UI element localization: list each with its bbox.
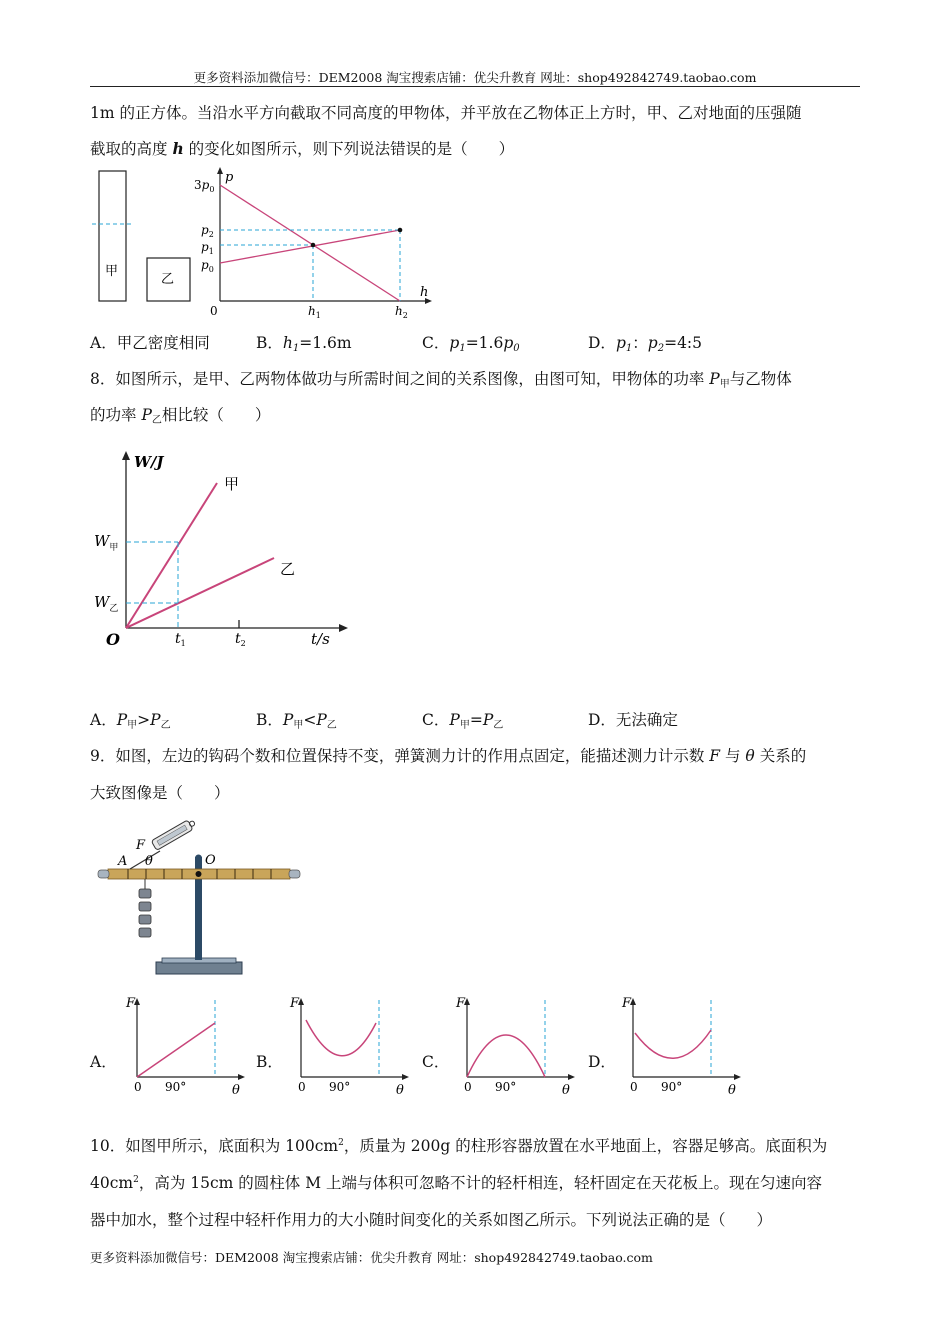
q8-line-1-sub: 甲 [719,379,730,390]
q7-c-sub2: 0 [513,343,520,354]
q9-option-c-label: C． [422,1053,450,1071]
q9-line-1 [90,744,806,766]
q9-graph-d [618,995,748,1098]
q7-d-var: p [615,334,626,352]
q10-line-2-b: ，高为 15cm 的圆柱体 M 上端与体积可忽略不计的轻杆相连，轻杆固定在天花板上。现在匀速向容 [138,1174,823,1192]
q10-line-1 [90,1134,827,1156]
q7-option-c [422,331,520,354]
q8-c-op: = [469,711,483,729]
q7-line-2-h: h [172,139,184,158]
curve [306,1020,376,1056]
label-F: F [456,996,466,1011]
label-F: F [622,996,632,1011]
q8-y-label: W/J [134,453,164,471]
q7-tick-h2: $h_2$ [395,304,408,320]
q7-d-post: =4:5 [664,334,703,352]
q8-b-P: P [282,711,294,729]
q10-line-1-a: 10．如图甲所示，底面积为 100cm [90,1137,339,1155]
q7-tick-p1: $p_1$ [201,240,214,256]
q8-c-P: P [449,711,460,729]
hooked-weights [139,889,151,937]
q8-line-1-P: P [709,370,720,388]
q8-a-pre: A． [90,711,117,729]
q7-d-pre: D． [588,334,616,352]
label-O: O [205,853,216,868]
q8-option-d: D．无法确定 [588,711,678,729]
q8-x-arrow [339,624,348,632]
q7-c-sub: 1 [459,343,466,354]
q9-option-b-label: B． [256,1053,283,1071]
q8-b-s1: 甲 [293,720,304,731]
q8-label-yi: 乙 [280,560,296,578]
q8-tick-wjia: $W_甲$ [94,532,119,553]
q8-line-1 [90,367,792,390]
label-zero: 0 [298,1080,306,1094]
label-zero: 0 [464,1080,472,1094]
q7-y-arrow [217,167,223,174]
q7-b-pre: B． [256,334,283,352]
q7-line-1: 1m 的正方体。当沿水平方向截取不同高度的甲物体，并平放在乙物体正上方时，甲、乙对地面的压强随 [90,104,802,122]
lever-end-right [289,870,300,878]
q7-tick-h1: $h_1$ [308,304,321,320]
q8-b-s2: 乙 [326,720,337,731]
q10-line-2-a: 40cm [90,1174,134,1192]
q7-line-p-yi [220,230,400,263]
lever-end-left [98,870,109,878]
q8-figure [90,445,360,655]
q9-option-d-label: D． [588,1053,616,1071]
q7-y-label: p [225,170,234,185]
q8-line-1-b: 与乙物体 [729,370,792,388]
q10-line-2 [90,1171,822,1193]
q8-a-s1: 甲 [127,720,138,731]
q8-line-2-b: 相比较（ ） [161,406,271,424]
q10-line-1-sup: 2 [338,1138,344,1148]
q7-d-sub: 1 [625,343,633,354]
q8-a-P2: P [150,711,161,729]
q8-option-c [422,708,503,731]
q9-option-a-label: A． [90,1053,117,1071]
q9-line-1-mid: 与 [720,747,746,765]
label-F: F [136,838,146,853]
q7-line-2 [90,137,514,159]
q8-line-1-a: 8．如图所示，是甲、乙两物体做功与所需时间之间的关系图像，由图可知，甲物体的功率 [90,370,710,388]
q9-line-1-b: 关系的 [754,747,807,765]
q9-line-1-F: F [709,747,721,765]
label-F: F [290,996,300,1011]
curve [137,1023,215,1077]
block-yi-label: 乙 [161,272,175,287]
q7-end-point [398,228,403,233]
q8-c-s1: 甲 [459,720,470,731]
label-90: 90° [495,1080,517,1094]
q7-b-post: =1.6m [299,334,352,352]
axis-x-arrow [568,1074,575,1080]
q8-c-P2: P [482,711,494,729]
q8-tick-t2-label: $t_2$ [235,631,246,648]
label-theta: θ [396,1083,404,1098]
q7-c-var: p [449,334,460,352]
q9-line-1-theta: θ [745,747,755,765]
q8-a-P: P [116,711,128,729]
q8-tick-wyi: $W_乙$ [94,593,119,614]
q8-origin: O [106,630,120,649]
q7-tick-3p0: $3p_0$ [194,178,215,194]
q7-option-b [256,331,352,354]
block-jia-label: 甲 [105,264,119,279]
q8-line-2 [90,403,270,426]
q7-b-sub: 1 [292,343,300,354]
q8-tick-t1: $t_1$ [175,631,186,648]
q7-figure [90,165,450,325]
pivot [196,871,202,877]
q8-label-jia: 甲 [224,475,240,493]
q8-line-2-P: P [141,406,152,424]
q7-line-p-jia [220,185,400,301]
label-90: 90° [165,1080,187,1094]
axis-x-arrow [238,1074,245,1080]
stand-rod-top [195,855,202,862]
q8-a-s2: 乙 [160,720,171,731]
q10-line-1-b: ，质量为 200g 的柱形容器放置在水平地面上，容器足够高。底面积为 [343,1137,828,1155]
page-header: 更多资料添加微信号：DEM2008 淘宝搜索店铺：优尖升教育 网址：shop492842749.taobao.com [193,70,757,85]
q7-tick-p2: $p_2$ [201,223,214,239]
label-A: A [118,854,128,869]
stand-base [156,962,242,974]
label-zero: 0 [134,1080,142,1094]
curve [635,1030,711,1058]
label-theta: θ [232,1083,240,1098]
q7-d-colon: ： [632,334,648,352]
q7-c-pre: C． [422,334,450,352]
label-90: 90° [661,1080,683,1094]
page-footer: 更多资料添加微信号：DEM2008 淘宝搜索店铺：优尖升教育 网址：shop492842749.taobao.com [90,1250,653,1265]
q9-line-2: 大致图像是（ ） [90,784,230,802]
label-theta: θ [728,1083,736,1098]
q8-b-op: < [303,711,317,729]
q8-x-label: t/s [311,630,330,648]
label-90: 90° [329,1080,351,1094]
q8-b-pre: B． [256,711,283,729]
q7-line-2-a: 截取的高度 [90,140,173,158]
q7-option-d [588,331,702,354]
q8-line-2-a: 的功率 [90,406,142,424]
q9-graph-a [122,995,252,1098]
q8-option-b [256,708,337,731]
q7-intersection-point [311,243,316,248]
q9-line-1-a: 9．如图，左边的钩码个数和位置保持不变，弹簧测力计的作用点固定，能描述测力计示数 [90,747,710,765]
q7-origin: 0 [210,304,218,318]
q7-c-mid: =1.6 [465,334,504,352]
q7-b-var: h [282,334,293,352]
q9-graph-b [286,995,416,1098]
axis-x-arrow [734,1074,741,1080]
q10-line-3: 器中加水，整个过程中轻杆作用力的大小随时间变化的关系如图乙所示。下列说法正确的是（ ） [90,1211,773,1229]
header-rule [90,86,860,87]
label-F: F [126,996,136,1011]
q7-x-label: h [420,285,429,300]
q7-d-var2: p [647,334,658,352]
block-jia [99,171,126,301]
q8-a-op: > [137,711,151,729]
q9-lever-figure [90,815,320,980]
q8-b-P2: P [316,711,327,729]
q7-line-2-b: 的变化如图所示，则下列说法错误的是（ ） [183,140,515,158]
q7-d-sub2: 2 [657,343,665,354]
q10-line-2-sup: 2 [133,1175,139,1185]
label-theta: θ [145,854,153,869]
q9-graph-c [452,995,582,1098]
curve [467,1035,545,1077]
q7-option-a: A．甲乙密度相同 [90,334,210,352]
q8-c-pre: C． [422,711,450,729]
q8-line-2-sub: 乙 [151,415,162,426]
q7-tick-p0: $p_0$ [201,258,214,274]
q7-c-var2: p [503,334,514,352]
q8-y-arrow [122,451,130,460]
axis-x-arrow [402,1074,409,1080]
q8-c-s2: 乙 [493,720,504,731]
label-theta: θ [562,1083,570,1098]
spring-balance [151,818,197,851]
q8-option-a [90,708,171,731]
label-zero: 0 [630,1080,638,1094]
